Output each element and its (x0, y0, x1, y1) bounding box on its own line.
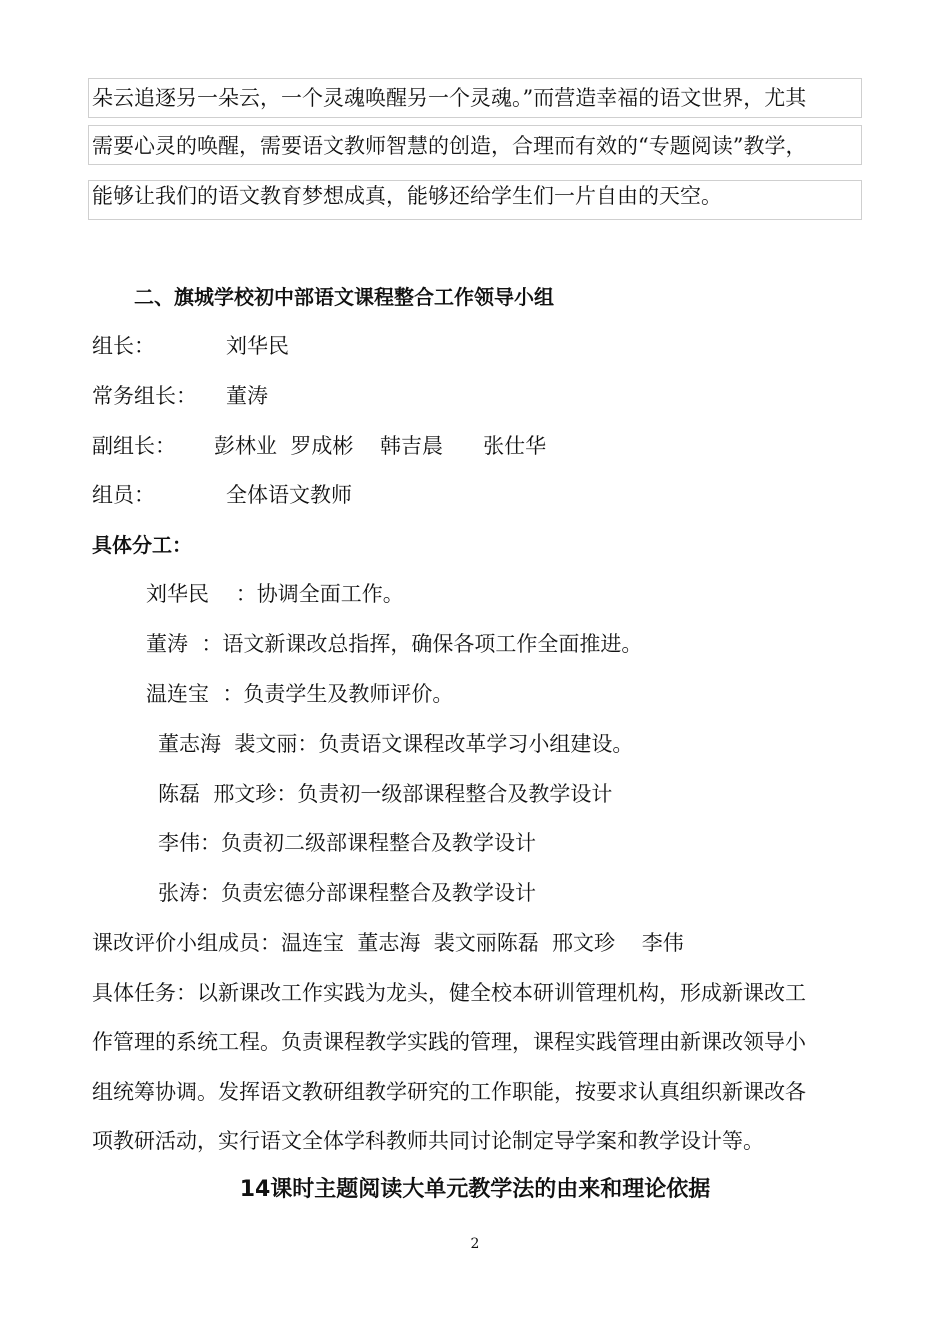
section-heading: 二、旗城学校初中部语文课程整合工作领导小组 (134, 285, 554, 309)
duty-item: 温连宝 ：负责学生及教师评价。 (146, 682, 454, 706)
role-label: 副组长： (92, 434, 176, 458)
role-label: 常务组长： (92, 384, 197, 408)
intro-line: 需要心灵的唤醒，需要语文教师智慧的创造，合理而有效的“专题阅读”教学， (92, 134, 807, 158)
duty-item: 陈磊 邢文珍：负责初一级部课程整合及教学设计 (158, 782, 613, 806)
role-label: 组长： (92, 334, 155, 358)
task-line: 项教研活动，实行语文全体学科教师共同讨论制定导学案和教学设计等。 (92, 1129, 764, 1153)
duty-item: 李伟：负责初二级部课程整合及教学设计 (158, 831, 536, 855)
task-line: 组统筹协调。发挥语文教研组教学研究的工作职能，按要求认真组织新课改各 (92, 1080, 806, 1104)
duty-item: 董志海 裴文丽：负责语文课程改革学习小组建设。 (158, 732, 634, 756)
division-heading: 具体分工： (92, 533, 192, 557)
duty-item: 张涛：负责宏德分部课程整合及教学设计 (158, 881, 536, 905)
task-line: 作管理的系统工程。负责课程教学实践的管理，课程实践管理由新课改领导小 (92, 1030, 806, 1054)
role-names: 刘华民 (226, 334, 289, 358)
role-label: 组员： (92, 483, 155, 507)
role-names: 全体语文教师 (226, 483, 352, 507)
intro-line: 朵云追逐另一朵云，一个灵魂唤醒另一个灵魂。”而营造幸福的语文世界，尤其 (92, 86, 807, 110)
role-names: 彭林业 罗成彬 韩吉晨 张仕华 (214, 434, 547, 458)
duty-item: 董涛 ：语文新课改总指挥，确保各项工作全面推进。 (146, 632, 643, 656)
task-line: 具体任务：以新课改工作实践为龙头，健全校本研训管理机构，形成新课改工 (92, 981, 806, 1005)
intro-line: 能够让我们的语文教育梦想成真，能够还给学生们一片自由的天空。 (92, 184, 722, 208)
section-title: 14课时主题阅读大单元教学法的由来和理论依据 (239, 1177, 711, 1202)
eval-group-members: 课改评价小组成员：温连宝 董志海 裴文丽陈磊 邢文珍 李伟 (92, 931, 684, 955)
role-names: 董涛 (226, 384, 268, 408)
page-number: 2 (470, 1236, 480, 1252)
duty-item: 刘华民 ：协调全面工作。 (146, 582, 404, 606)
